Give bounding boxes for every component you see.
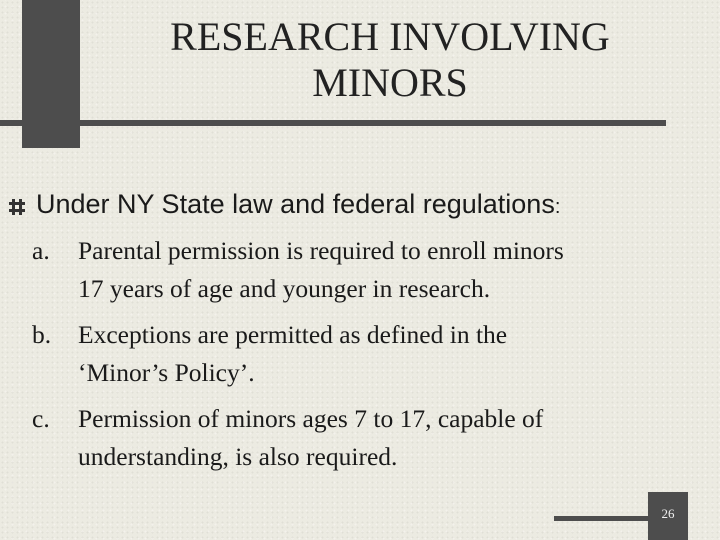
list-item-text-line-2: understanding, is also required. [78, 442, 398, 471]
list-item-text-line-2: ‘Minor’s Policy’. [78, 358, 255, 387]
sub-item-list [32, 232, 712, 484]
lead-colon: : [554, 196, 561, 218]
list-item-text-line-1: Permission of minors ages 7 to 17, capable of [78, 404, 544, 433]
list-item-text-line-2: 17 years of age and younger in research. [78, 274, 491, 303]
list-item-text-line-1: Exceptions are permitted as defined in the [78, 320, 508, 349]
list-item-b [32, 316, 712, 392]
list-item-text-line-1: Parental permission is required to enroll minors [78, 236, 564, 265]
lead-text: Under NY State law and federal regulations [36, 189, 555, 219]
list-marker: a. [32, 236, 50, 265]
list-marker: c. [32, 404, 50, 433]
hash-bullet-icon [8, 198, 26, 216]
page-number-rule [554, 516, 650, 521]
list-item-a [32, 232, 712, 308]
list-item-c [32, 400, 712, 476]
slide-title [100, 14, 680, 106]
slide-title-line-2: MINORS [312, 60, 468, 105]
title-accent-rule [0, 120, 666, 126]
list-marker: b. [32, 320, 52, 349]
page-number: 26 [661, 506, 675, 521]
slide-title-line-1: RESEARCH INVOLVING [170, 14, 610, 59]
lead-bullet-text [36, 186, 706, 225]
